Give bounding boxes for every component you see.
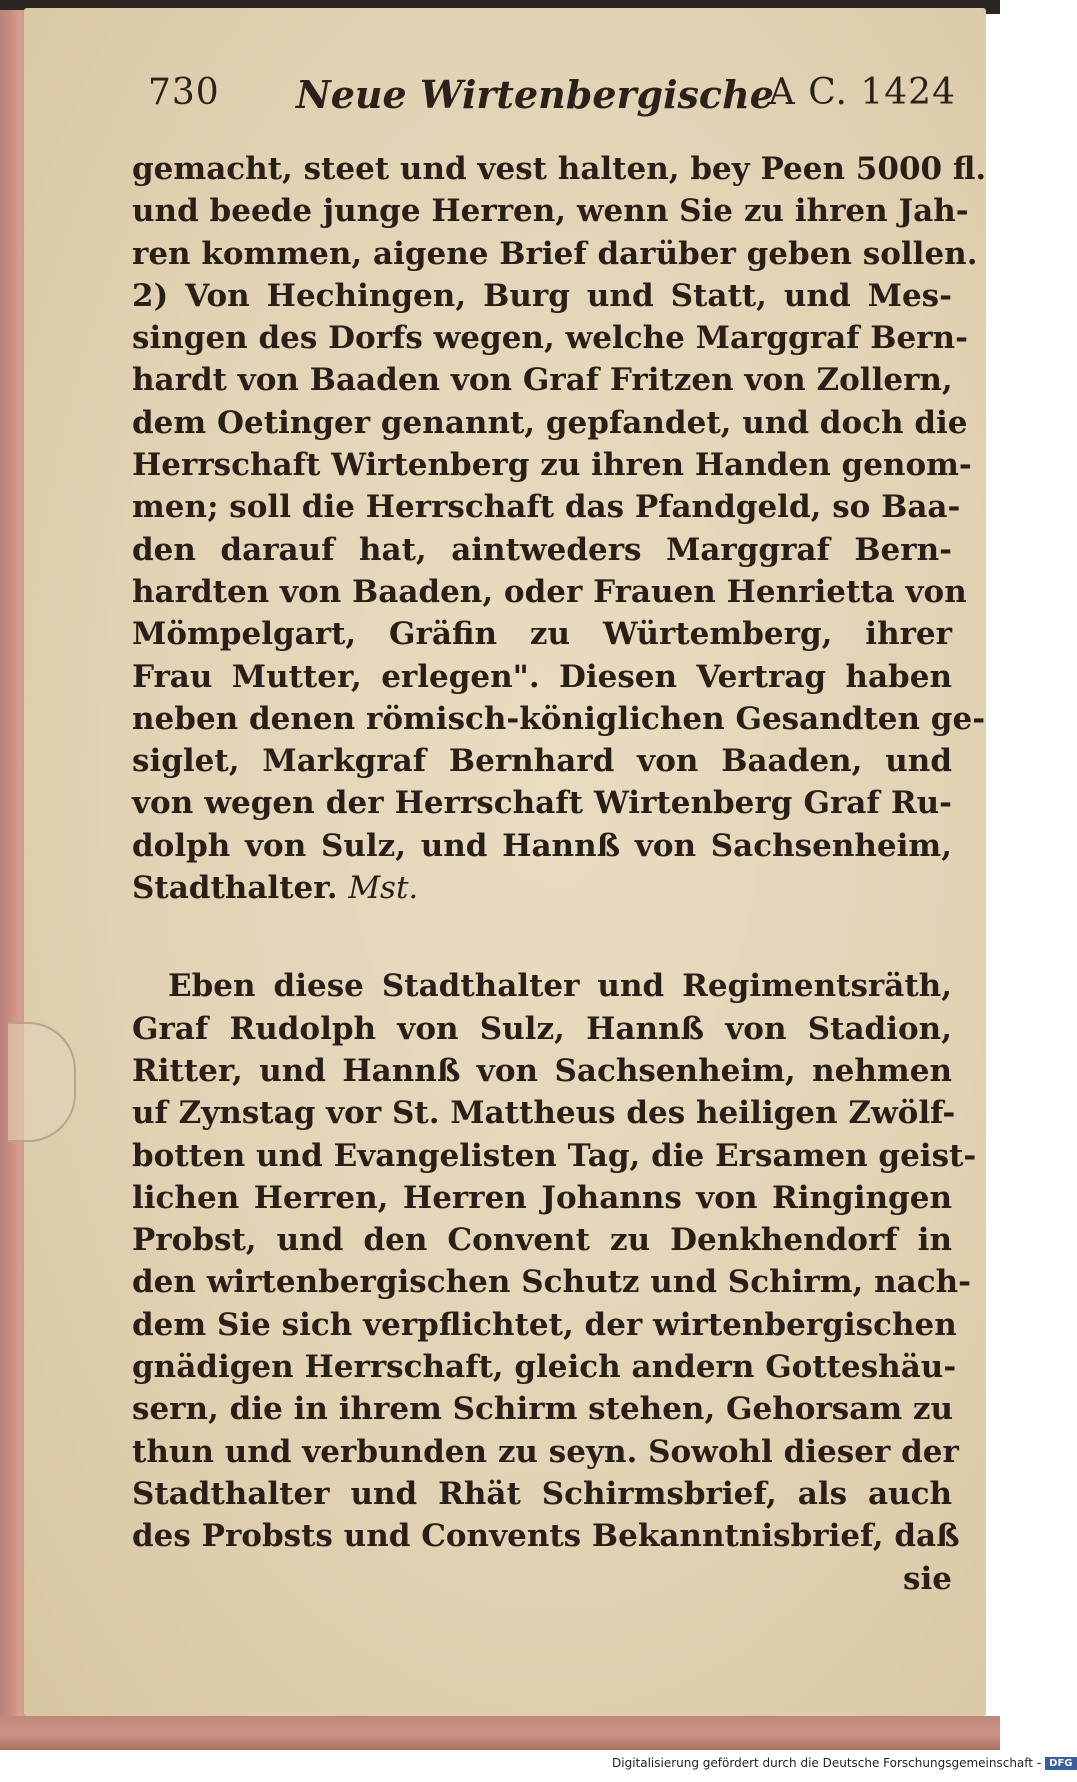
text-line: Eben diese Stadthalter und Regimentsräth,: [168, 968, 952, 1005]
text-line: dem Oetinger genannt, gepfandet, und doch die: [132, 404, 968, 441]
text-line: dolph von Sulz, und Hannß von Sachsenheim,: [132, 827, 952, 864]
text-line-last: [132, 867, 952, 909]
text-line: Probst, und den Convent zu Denkhendorf in: [132, 1222, 952, 1259]
year-label: A C. 1424: [768, 72, 956, 113]
book-bottom-edge: [0, 1716, 1000, 1750]
text-line: ren kommen, aigene Brief darüber geben sollen.: [132, 235, 978, 272]
text-line: und beede junge Herren, wenn Sie zu ihren Jah-: [132, 193, 969, 230]
text-line: Ritter, und Hannß von Sachsenheim, nehmen: [132, 1052, 952, 1089]
text-line: gemacht, steet und vest halten, bey Peen 5000 fl.: [132, 151, 987, 187]
catchword: sie: [903, 1560, 952, 1597]
text-line: Mömpelgart, Gräfin zu Würtemberg, ihrer: [132, 616, 952, 653]
running-title: Neue Wirtenbergische: [296, 72, 774, 117]
stadthalter-word: Stadthalter.: [132, 870, 338, 907]
text-line: sern, die in ihrem Schirm stehen, Gehorsam zu: [132, 1391, 954, 1428]
text-line: hardten von Baaden, oder Frauen Henrietta von: [132, 573, 967, 610]
footer-credit: Digitalisierung gefördert durch die Deutsche Forschungsgemeinschaft -: [612, 1756, 1042, 1770]
text-line: von wegen der Herrschaft Wirtenberg Graf Ru-: [132, 785, 952, 822]
text-line: singen des Dorfs wegen, welche Marggraf Bern-: [132, 320, 968, 357]
text-line: Graf Rudolph von Sulz, Hannß von Stadion,: [132, 1010, 952, 1047]
page-number: 730: [148, 72, 220, 113]
dfg-logo: DFG: [1045, 1757, 1076, 1770]
text-line: hardt von Baaden von Graf Fritzen von Zollern,: [132, 362, 953, 399]
text-line: Stadthalter und Rhät Schirmsbrief, als auch: [132, 1475, 952, 1512]
text-line: thun und verbunden zu seyn. Sowohl dieser der: [132, 1433, 959, 1470]
text-line: des Probsts und Convents Bekanntnisbrief, daß: [132, 1518, 960, 1555]
text-line: den darauf hat, aintweders Marggraf Bern-: [132, 531, 952, 568]
text-line: uf Zynstag vor St. Mattheus des heiligen Zwölf-: [132, 1095, 956, 1132]
text-line: gnädigen Herrschaft, gleich andern Gotteshäu-: [132, 1349, 957, 1386]
text-line: Frau Mutter, erlegen". Diesen Vertrag haben: [132, 658, 952, 695]
text-line: men; soll die Herrschaft das Pfandgeld, so Baa-: [132, 489, 961, 526]
source-note: Mst.: [348, 870, 419, 907]
text-line: Herrschaft Wirtenberg zu ihren Handen genom-: [132, 447, 972, 484]
page-header: [148, 72, 956, 132]
text-line: siglet, Markgraf Bernhard von Baaden, und: [132, 743, 952, 780]
text-line: den wirtenbergischen Schutz und Schirm, nach-: [132, 1264, 972, 1301]
paragraph-1: [132, 148, 987, 909]
text-line: lichen Herren, Herren Johanns von Ringingen: [132, 1179, 952, 1216]
text-line: dem Sie sich verpflichtet, der wirtenbergischen: [132, 1306, 957, 1343]
text-line: 2) Von Hechingen, Burg und Statt, und Mes-: [132, 277, 952, 314]
text-line: neben denen römisch-königlichen Gesandten ge-: [132, 700, 986, 737]
body-text: [132, 148, 987, 1600]
paragraph-2: [132, 965, 977, 1599]
text-line: botten und Evangelisten Tag, die Ersamen geist-: [132, 1137, 977, 1174]
digitization-footer: [612, 1756, 1073, 1778]
